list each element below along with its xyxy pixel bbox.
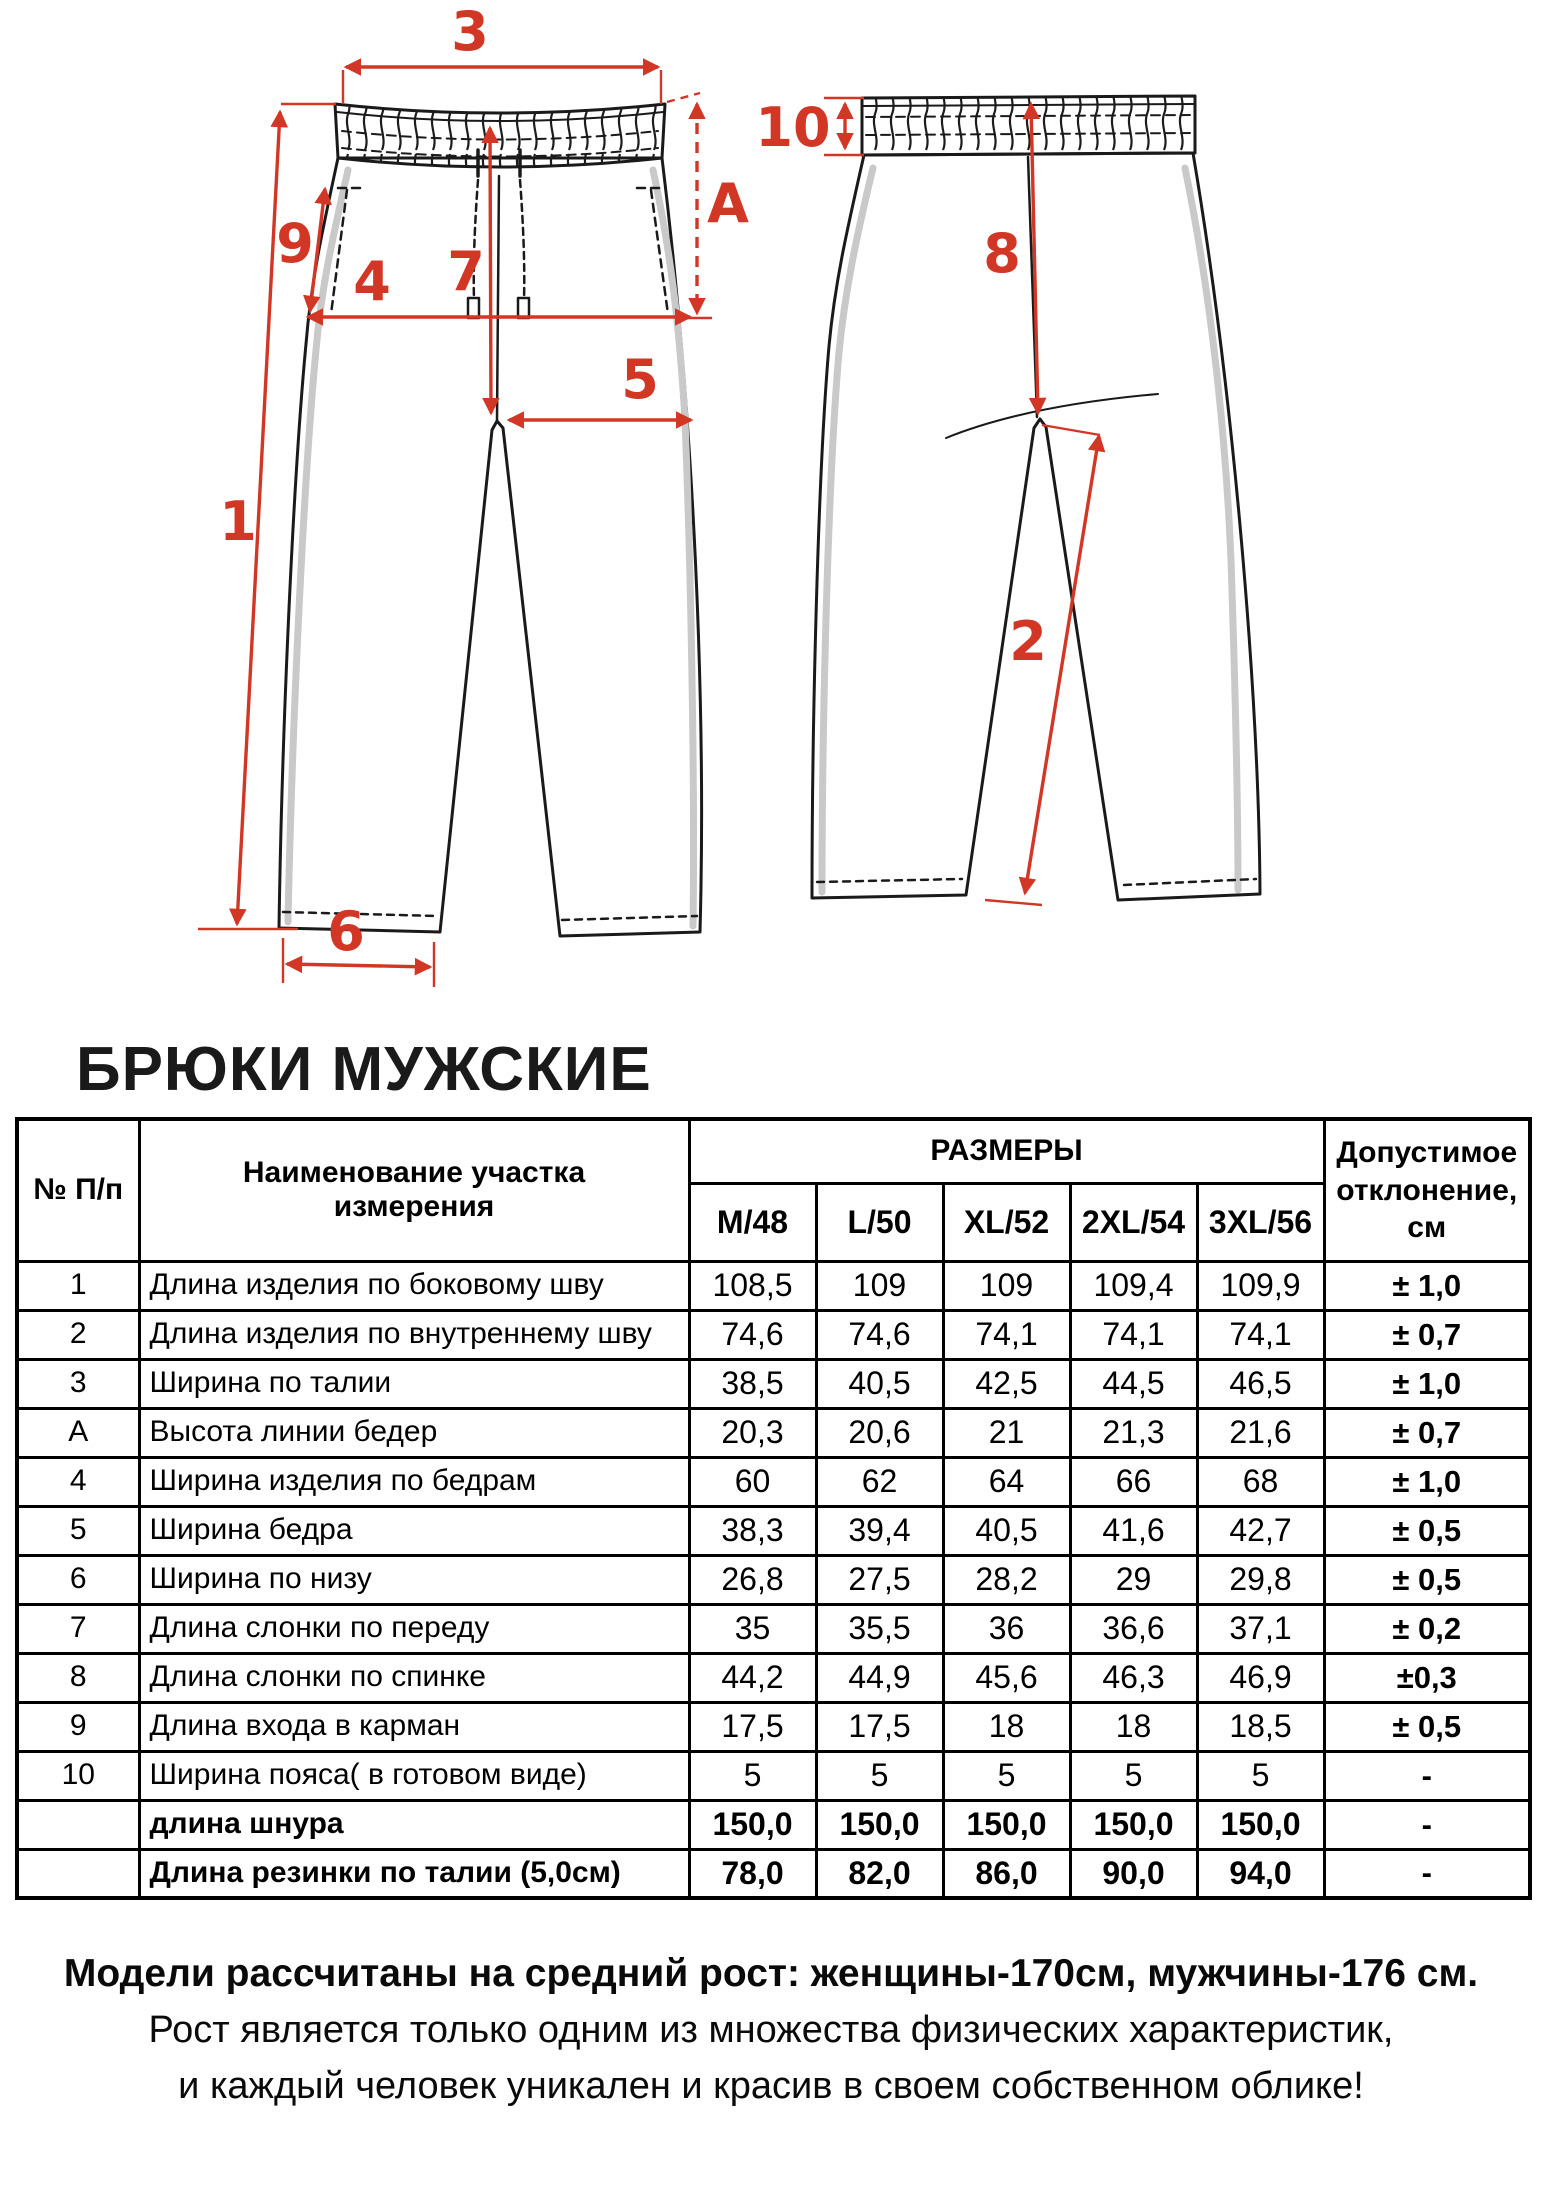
row-value: 109 [816,1261,943,1310]
row-value: 45,6 [943,1653,1070,1702]
row-value: 18 [943,1702,1070,1751]
row-value: 5 [689,1751,816,1800]
row-value: 74,6 [689,1310,816,1359]
row-value: 42,5 [943,1359,1070,1408]
row-num: A [17,1408,139,1457]
row-num: 7 [17,1604,139,1653]
row-name: Длина слонки по спинке [139,1653,689,1702]
row-value: 21,6 [1197,1408,1324,1457]
row-value: 5 [943,1751,1070,1800]
row-deviation: ± 0,7 [1324,1408,1530,1457]
table-row [17,1604,1530,1653]
row-name: Ширина по низу [139,1555,689,1604]
row-value: 5 [816,1751,943,1800]
table-row [17,1457,1530,1506]
row-value: 28,2 [943,1555,1070,1604]
row-value: 109,9 [1197,1261,1324,1310]
table-row [17,1849,1530,1898]
row-value: 108,5 [689,1261,816,1310]
row-name: Длина резинки по талии (5,0см) [139,1849,689,1898]
row-value: 44,2 [689,1653,816,1702]
row-value: 35,5 [816,1604,943,1653]
row-num: 1 [17,1261,139,1310]
row-value: 74,6 [816,1310,943,1359]
row-value: 44,9 [816,1653,943,1702]
row-value: 18,5 [1197,1702,1324,1751]
row-value: 26,8 [689,1555,816,1604]
dim-label-8: 8 [983,222,1021,285]
row-value: 21,3 [1070,1408,1197,1457]
row-value: 150,0 [943,1800,1070,1849]
row-deviation: ± 0,5 [1324,1702,1530,1751]
row-name: Длина изделия по боковому шву [139,1261,689,1310]
dim-label-4: 4 [353,250,391,313]
page-title: БРЮКИ МУЖСКИЕ [76,1035,652,1104]
row-name: Ширина по талии [139,1359,689,1408]
row-num: 9 [17,1702,139,1751]
table-row [17,1261,1530,1310]
row-value: 150,0 [1197,1800,1324,1849]
footer-note-line3: и каждый человек уникален и красив в своем собственном облике! [178,2065,1364,2107]
dim-label-6: 6 [327,900,365,963]
row-num: 2 [17,1310,139,1359]
row-value: 39,4 [816,1506,943,1555]
row-value: 37,1 [1197,1604,1324,1653]
footer-note-line2: Рост является только одним из множества физических характеристик, [148,2009,1394,2051]
row-value: 36,6 [1070,1604,1197,1653]
row-num [17,1849,139,1898]
dim-label-5: 5 [621,348,659,411]
row-value: 90,0 [1070,1849,1197,1898]
row-value: 35 [689,1604,816,1653]
col-header-size-xl52: XL/52 [943,1183,1070,1261]
row-value: 78,0 [689,1849,816,1898]
row-deviation: ± 1,0 [1324,1457,1530,1506]
row-num: 10 [17,1751,139,1800]
row-name: Длина входа в карман [139,1702,689,1751]
row-num: 4 [17,1457,139,1506]
row-value: 82,0 [816,1849,943,1898]
row-value: 5 [1197,1751,1324,1800]
row-num: 8 [17,1653,139,1702]
row-value: 62 [816,1457,943,1506]
row-deviation: ± 0,5 [1324,1506,1530,1555]
row-value: 150,0 [816,1800,943,1849]
row-value: 44,5 [1070,1359,1197,1408]
row-value: 74,1 [1070,1310,1197,1359]
row-value: 38,3 [689,1506,816,1555]
row-value: 46,9 [1197,1653,1324,1702]
table-row [17,1653,1530,1702]
row-value: 68 [1197,1457,1324,1506]
row-value: 27,5 [816,1555,943,1604]
row-value: 42,7 [1197,1506,1324,1555]
dim-label-7: 7 [447,240,485,303]
row-value: 17,5 [689,1702,816,1751]
table-row [17,1702,1530,1751]
dim-label-3: 3 [451,0,489,63]
row-value: 17,5 [816,1702,943,1751]
row-name: Ширина пояса( в готовом виде) [139,1751,689,1800]
row-name: длина шнура [139,1800,689,1849]
row-deviation: ± 1,0 [1324,1359,1530,1408]
row-deviation: - [1324,1849,1530,1898]
row-deviation: ±0,3 [1324,1653,1530,1702]
col-header-size-m48: M/48 [689,1183,816,1261]
col-header-deviation: Допустимое отклонение, см [1324,1119,1530,1261]
dim-label-1: 1 [219,490,257,553]
row-deviation: ± 1,0 [1324,1261,1530,1310]
row-value: 66 [1070,1457,1197,1506]
table-row [17,1310,1530,1359]
row-value: 21 [943,1408,1070,1457]
row-value: 40,5 [943,1506,1070,1555]
table-row [17,1751,1530,1800]
row-value: 64 [943,1457,1070,1506]
row-deviation: - [1324,1800,1530,1849]
row-value: 60 [689,1457,816,1506]
row-value: 46,3 [1070,1653,1197,1702]
col-header-sizes-group: РАЗМЕРЫ [689,1119,1324,1183]
row-value: 20,6 [816,1408,943,1457]
row-deviation: ± 0,5 [1324,1555,1530,1604]
row-deviation: ± 0,2 [1324,1604,1530,1653]
table-row [17,1506,1530,1555]
dim-label-2: 2 [1009,610,1047,673]
row-value: 109 [943,1261,1070,1310]
row-value: 94,0 [1197,1849,1324,1898]
pants-back-view [812,96,1260,900]
row-value: 150,0 [1070,1800,1197,1849]
col-header-name-line1: Наименование участка [242,1155,586,1189]
row-value: 29,8 [1197,1555,1324,1604]
dim-label-10: 10 [755,96,831,159]
row-name: Ширина изделия по бедрам [139,1457,689,1506]
row-deviation: - [1324,1751,1530,1800]
row-value: 36 [943,1604,1070,1653]
table-row [17,1555,1530,1604]
row-value: 18 [1070,1702,1197,1751]
row-name: Ширина бедра [139,1506,689,1555]
row-deviation: ± 0,7 [1324,1310,1530,1359]
col-header-size-2xl54: 2XL/54 [1070,1183,1197,1261]
row-value: 86,0 [943,1849,1070,1898]
row-value: 46,5 [1197,1359,1324,1408]
col-header-name-line2: измерения [333,1190,495,1224]
dim-label-A: A [707,172,749,235]
row-value: 5 [1070,1751,1197,1800]
table-row [17,1800,1530,1849]
col-header-size-3xl56: 3XL/56 [1197,1183,1324,1261]
row-value: 150,0 [689,1800,816,1849]
row-value: 74,1 [1197,1310,1324,1359]
dim-label-9: 9 [276,212,314,275]
row-name: Длина изделия по внутреннему шву [139,1310,689,1359]
pants-technical-drawing [0,0,1542,1032]
row-value: 74,1 [943,1310,1070,1359]
row-value: 109,4 [1070,1261,1197,1310]
row-value: 40,5 [816,1359,943,1408]
row-value: 29 [1070,1555,1197,1604]
footer-note [0,1952,1542,2108]
row-name: Высота линии бедер [139,1408,689,1457]
row-name: Длина слонки по переду [139,1604,689,1653]
row-num: 6 [17,1555,139,1604]
row-value: 41,6 [1070,1506,1197,1555]
row-value: 38,5 [689,1359,816,1408]
row-num: 5 [17,1506,139,1555]
table-row [17,1408,1530,1457]
row-value: 20,3 [689,1408,816,1457]
col-header-num: № П/п [17,1119,139,1261]
footer-note-line1: Модели рассчитаны на средний рост: женщины-170см, мужчины-176 см. [63,1952,1479,1995]
col-header-name [139,1119,689,1261]
table-row [17,1359,1530,1408]
row-num: 3 [17,1359,139,1408]
row-num [17,1800,139,1849]
col-header-size-l50: L/50 [816,1183,943,1261]
measurements-table [15,1117,1532,1900]
